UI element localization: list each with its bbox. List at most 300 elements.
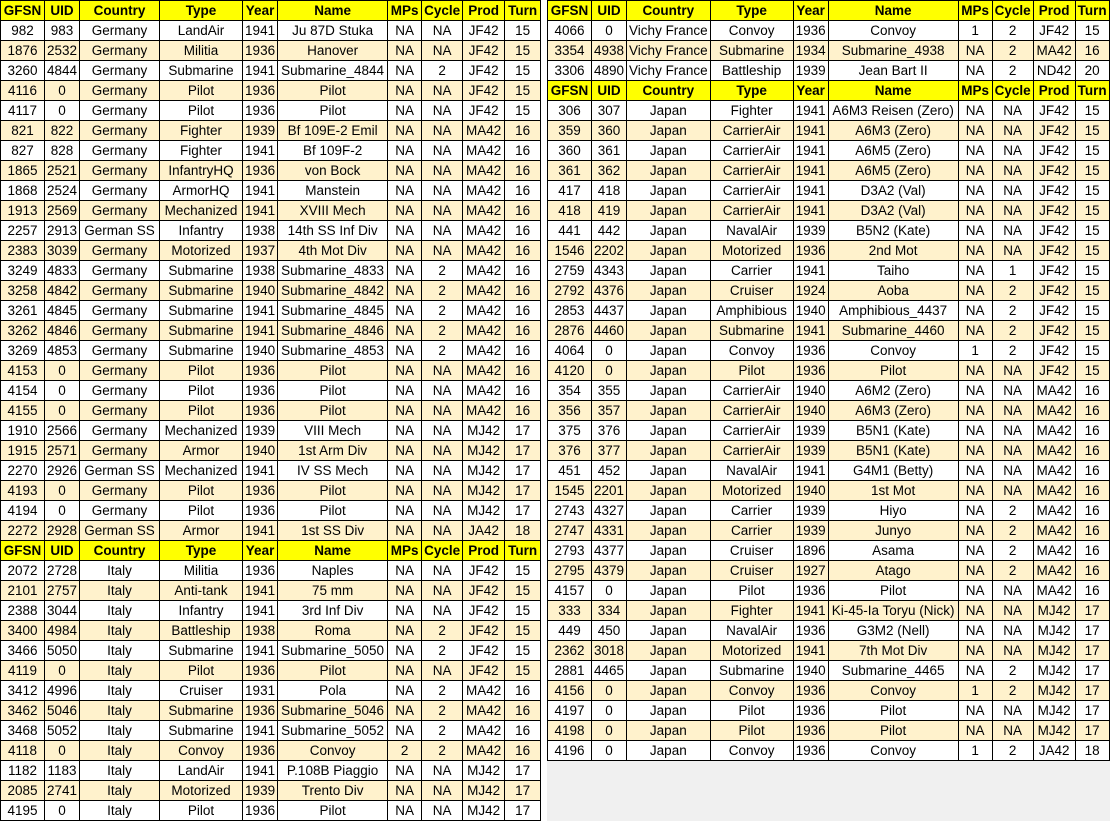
table-cell[interactable]: 17 — [1075, 601, 1109, 621]
table-cell[interactable]: A6M2 (Zero) — [828, 381, 958, 401]
column-header[interactable]: Turn — [505, 1, 541, 21]
table-cell[interactable]: 4844 — [45, 61, 80, 81]
table-cell[interactable]: 1941 — [243, 201, 278, 221]
table-cell[interactable]: NA — [388, 661, 422, 681]
table-cell[interactable]: NA — [422, 401, 463, 421]
table-cell[interactable]: NA — [388, 681, 422, 701]
table-cell[interactable]: 2 — [992, 61, 1033, 81]
table-cell[interactable]: Italy — [80, 761, 160, 781]
table-row[interactable] — [1, 301, 541, 321]
table-cell[interactable]: 17 — [505, 781, 541, 801]
table-cell[interactable]: NA — [388, 321, 422, 341]
table-cell[interactable]: 1936 — [243, 561, 278, 581]
table-cell[interactable]: 4197 — [548, 701, 592, 721]
table-cell[interactable]: MJ42 — [1033, 601, 1075, 621]
table-cell[interactable]: Vichy France — [627, 61, 711, 81]
table-cell[interactable]: NA — [422, 661, 463, 681]
table-cell[interactable]: 1936 — [793, 241, 828, 261]
table-cell[interactable]: Convoy — [710, 741, 793, 761]
table-cell[interactable]: Japan — [627, 701, 711, 721]
table-cell[interactable]: Submarine_5050 — [278, 641, 388, 661]
table-cell[interactable]: 1938 — [243, 621, 278, 641]
table-cell[interactable]: 1941 — [793, 641, 828, 661]
table-cell[interactable]: 4379 — [592, 561, 627, 581]
table-cell[interactable]: 4343 — [592, 261, 627, 281]
table-cell[interactable]: 17 — [505, 501, 541, 521]
table-cell[interactable]: Submarine_4853 — [278, 341, 388, 361]
table-cell[interactable]: MA42 — [463, 261, 505, 281]
column-header[interactable]: Year — [243, 541, 278, 561]
table-cell[interactable]: Pilot — [160, 661, 243, 681]
table-cell[interactable]: 1545 — [548, 481, 592, 501]
table-cell[interactable]: Carrier — [710, 521, 793, 541]
column-header[interactable]: Type — [160, 541, 243, 561]
column-header[interactable]: Prod — [463, 1, 505, 21]
table-row[interactable] — [1, 781, 541, 801]
table-cell[interactable]: 307 — [592, 101, 627, 121]
table-cell[interactable]: 1941 — [793, 141, 828, 161]
table-row[interactable] — [1, 81, 541, 101]
table-cell[interactable]: 2 — [992, 281, 1033, 301]
column-header[interactable]: Name — [828, 1, 958, 21]
table-cell[interactable]: 1940 — [243, 341, 278, 361]
table-cell[interactable]: JF42 — [463, 21, 505, 41]
table-cell[interactable]: Ki-45-Ia Toryu (Nick) — [828, 601, 958, 621]
table-cell[interactable]: NA — [992, 361, 1033, 381]
table-cell[interactable]: 359 — [548, 121, 592, 141]
table-cell[interactable]: 1941 — [243, 641, 278, 661]
table-cell[interactable]: Submarine — [710, 321, 793, 341]
column-header[interactable]: Cycle — [422, 1, 463, 21]
table-cell[interactable]: 822 — [45, 121, 80, 141]
table-row[interactable] — [1, 441, 541, 461]
table-cell[interactable]: NA — [422, 101, 463, 121]
table-cell[interactable]: Convoy — [710, 341, 793, 361]
table-cell[interactable]: 2272 — [1, 521, 45, 541]
table-cell[interactable]: 16 — [505, 321, 541, 341]
table-cell[interactable]: 1936 — [243, 501, 278, 521]
table-cell[interactable]: A6M3 Reisen (Zero) — [828, 101, 958, 121]
table-cell[interactable]: NA — [958, 521, 992, 541]
table-cell[interactable]: Japan — [627, 341, 711, 361]
table-row[interactable] — [548, 161, 1110, 181]
table-cell[interactable]: 2 — [422, 341, 463, 361]
table-cell[interactable]: JF42 — [463, 561, 505, 581]
table-cell[interactable]: 1941 — [243, 21, 278, 41]
table-cell[interactable]: 15 — [1075, 141, 1109, 161]
table-cell[interactable]: Pilot — [278, 381, 388, 401]
table-cell[interactable]: Japan — [627, 241, 711, 261]
table-row[interactable] — [1, 621, 541, 641]
table-cell[interactable]: Jean Bart II — [828, 61, 958, 81]
table-cell[interactable]: MA42 — [463, 381, 505, 401]
table-cell[interactable]: German SS — [80, 461, 160, 481]
table-cell[interactable]: ND42 — [1033, 61, 1075, 81]
table-cell[interactable]: 2532 — [45, 41, 80, 61]
column-header[interactable]: Type — [710, 81, 793, 101]
table-row[interactable] — [548, 61, 1110, 81]
table-cell[interactable]: Japan — [627, 381, 711, 401]
table-cell[interactable]: 2383 — [1, 241, 45, 261]
table-cell[interactable]: NA — [958, 541, 992, 561]
table-cell[interactable]: 16 — [505, 301, 541, 321]
column-header[interactable]: Name — [278, 1, 388, 21]
column-header[interactable]: Turn — [1075, 81, 1109, 101]
table-cell[interactable]: 2 — [388, 741, 422, 761]
table-cell[interactable]: 4117 — [1, 101, 45, 121]
table-cell[interactable]: D3A2 (Val) — [828, 181, 958, 201]
table-row[interactable] — [1, 141, 541, 161]
table-cell[interactable]: MJ42 — [463, 461, 505, 481]
table-cell[interactable]: CarrierAir — [710, 381, 793, 401]
table-row[interactable] — [548, 101, 1110, 121]
table-cell[interactable]: 1941 — [243, 521, 278, 541]
table-cell[interactable]: NA — [388, 201, 422, 221]
table-row[interactable] — [548, 461, 1110, 481]
table-cell[interactable]: 1913 — [1, 201, 45, 221]
table-cell[interactable]: 17 — [1075, 641, 1109, 661]
table-cell[interactable]: JF42 — [463, 581, 505, 601]
table-cell[interactable]: 354 — [548, 381, 592, 401]
table-cell[interactable]: Submarine_5046 — [278, 701, 388, 721]
table-cell[interactable]: NA — [422, 21, 463, 41]
table-cell[interactable]: Italy — [80, 721, 160, 741]
column-header[interactable]: GFSN — [1, 541, 45, 561]
table-cell[interactable]: 2 — [992, 41, 1033, 61]
table-cell[interactable]: 17 — [1075, 661, 1109, 681]
table-cell[interactable]: 2 — [422, 61, 463, 81]
column-header[interactable]: UID — [592, 1, 627, 21]
table-cell[interactable]: Roma — [278, 621, 388, 641]
table-cell[interactable]: 15 — [505, 61, 541, 81]
table-cell[interactable]: Germany — [80, 281, 160, 301]
table-cell[interactable]: 16 — [1075, 381, 1109, 401]
table-cell[interactable]: 17 — [505, 461, 541, 481]
table-cell[interactable]: CarrierAir — [710, 141, 793, 161]
table-cell[interactable]: MJ42 — [463, 441, 505, 461]
table-cell[interactable]: 1936 — [793, 341, 828, 361]
table-cell[interactable]: 1941 — [793, 161, 828, 181]
table-cell[interactable]: 15 — [1075, 221, 1109, 241]
table-cell[interactable]: Submarine_5052 — [278, 721, 388, 741]
table-row[interactable] — [1, 681, 541, 701]
table-cell[interactable]: Japan — [627, 321, 711, 341]
table-cell[interactable]: NA — [388, 221, 422, 241]
table-cell[interactable]: JF42 — [1033, 141, 1075, 161]
table-cell[interactable]: Japan — [627, 621, 711, 641]
table-cell[interactable]: NA — [388, 401, 422, 421]
table-cell[interactable]: MA42 — [1033, 501, 1075, 521]
table-cell[interactable]: NA — [992, 441, 1033, 461]
table-cell[interactable]: 16 — [1075, 581, 1109, 601]
column-header[interactable]: Type — [160, 1, 243, 21]
table-cell[interactable]: Cruiser — [160, 681, 243, 701]
table-cell[interactable]: 5050 — [45, 641, 80, 661]
table-cell[interactable]: Japan — [627, 201, 711, 221]
table-cell[interactable]: NA — [992, 201, 1033, 221]
table-row[interactable] — [548, 321, 1110, 341]
table-cell[interactable]: 452 — [592, 461, 627, 481]
table-cell[interactable]: Japan — [627, 301, 711, 321]
table-cell[interactable]: G4M1 (Betty) — [828, 461, 958, 481]
table-cell[interactable]: 1939 — [793, 61, 828, 81]
column-header[interactable]: GFSN — [1, 1, 45, 21]
table-cell[interactable]: 2 — [992, 741, 1033, 761]
table-cell[interactable]: 1939 — [793, 501, 828, 521]
table-cell[interactable]: Hanover — [278, 41, 388, 61]
table-cell[interactable]: 4120 — [548, 361, 592, 381]
table-cell[interactable]: 1936 — [793, 681, 828, 701]
table-cell[interactable]: Motorized — [710, 241, 793, 261]
table-cell[interactable]: 15 — [1075, 241, 1109, 261]
table-cell[interactable]: 0 — [45, 741, 80, 761]
table-cell[interactable]: 1546 — [548, 241, 592, 261]
table-row[interactable] — [1, 181, 541, 201]
table-cell[interactable]: NA — [958, 581, 992, 601]
table-cell[interactable]: Motorized — [160, 241, 243, 261]
table-cell[interactable]: 1936 — [243, 401, 278, 421]
table-row[interactable] — [548, 561, 1110, 581]
table-cell[interactable]: Japan — [627, 741, 711, 761]
table-cell[interactable]: 3354 — [548, 41, 592, 61]
table-cell[interactable]: Germany — [80, 161, 160, 181]
column-header[interactable]: UID — [592, 81, 627, 101]
table-cell[interactable]: MA42 — [1033, 41, 1075, 61]
table-cell[interactable]: NA — [388, 581, 422, 601]
table-cell[interactable]: NA — [388, 801, 422, 821]
table-cell[interactable]: NA — [992, 641, 1033, 661]
table-cell[interactable]: 17 — [1075, 621, 1109, 641]
table-cell[interactable]: NA — [958, 501, 992, 521]
table-cell[interactable]: MJ42 — [463, 501, 505, 521]
table-cell[interactable]: MA42 — [1033, 401, 1075, 421]
table-row[interactable] — [548, 421, 1110, 441]
table-cell[interactable]: Amphibious — [710, 301, 793, 321]
table-cell[interactable]: Pilot — [160, 401, 243, 421]
table-cell[interactable]: Germany — [80, 301, 160, 321]
table-cell[interactable]: NA — [422, 561, 463, 581]
table-cell[interactable]: NA — [422, 581, 463, 601]
table-cell[interactable]: NA — [992, 101, 1033, 121]
table-cell[interactable]: NA — [388, 561, 422, 581]
table-cell[interactable]: 5052 — [45, 721, 80, 741]
table-cell[interactable]: NA — [388, 241, 422, 261]
table-cell[interactable]: Japan — [627, 721, 711, 741]
table-cell[interactable]: 3262 — [1, 321, 45, 341]
table-cell[interactable]: 1941 — [243, 321, 278, 341]
table-cell[interactable]: 418 — [592, 181, 627, 201]
table-cell[interactable]: Pilot — [278, 101, 388, 121]
table-row[interactable] — [548, 201, 1110, 221]
table-cell[interactable]: Japan — [627, 661, 711, 681]
table-cell[interactable]: 3462 — [1, 701, 45, 721]
table-cell[interactable]: 3466 — [1, 641, 45, 661]
table-cell[interactable]: Motorized — [710, 481, 793, 501]
table-cell[interactable]: 0 — [45, 101, 80, 121]
table-cell[interactable]: 1931 — [243, 681, 278, 701]
table-cell[interactable]: 2571 — [45, 441, 80, 461]
table-cell[interactable]: 1910 — [1, 421, 45, 441]
table-row[interactable] — [1, 221, 541, 241]
table-cell[interactable]: Convoy — [710, 681, 793, 701]
table-row[interactable] — [1, 641, 541, 661]
table-cell[interactable]: CarrierAir — [710, 121, 793, 141]
table-cell[interactable]: 4437 — [592, 301, 627, 321]
column-header[interactable]: Prod — [1033, 1, 1075, 21]
table-row[interactable] — [1, 581, 541, 601]
table-cell[interactable]: NA — [958, 381, 992, 401]
column-header[interactable]: Year — [793, 81, 828, 101]
table-cell[interactable]: MJ42 — [1033, 641, 1075, 661]
table-cell[interactable]: 16 — [1075, 541, 1109, 561]
table-cell[interactable]: 15 — [505, 601, 541, 621]
column-header[interactable]: Cycle — [422, 541, 463, 561]
table-cell[interactable]: 357 — [592, 401, 627, 421]
table-cell[interactable]: NA — [388, 481, 422, 501]
table-row[interactable] — [1, 661, 541, 681]
table-cell[interactable]: 2569 — [45, 201, 80, 221]
table-cell[interactable]: 2566 — [45, 421, 80, 441]
table-cell[interactable]: 0 — [45, 501, 80, 521]
table-cell[interactable]: Amphibious_4437 — [828, 301, 958, 321]
table-cell[interactable]: NA — [958, 261, 992, 281]
table-cell[interactable]: ArmorHQ — [160, 181, 243, 201]
table-cell[interactable]: NA — [388, 421, 422, 441]
table-cell[interactable]: NA — [388, 181, 422, 201]
table-cell[interactable]: 1939 — [243, 781, 278, 801]
table-cell[interactable]: 2 — [992, 521, 1033, 541]
table-cell[interactable]: 419 — [592, 201, 627, 221]
table-row[interactable] — [548, 621, 1110, 641]
table-cell[interactable]: JF42 — [1033, 101, 1075, 121]
table-cell[interactable]: Germany — [80, 501, 160, 521]
table-cell[interactable]: MA42 — [1033, 441, 1075, 461]
table-cell[interactable]: Japan — [627, 641, 711, 661]
table-cell[interactable]: 982 — [1, 21, 45, 41]
table-cell[interactable]: Japan — [627, 141, 711, 161]
table-cell[interactable]: NA — [422, 801, 463, 821]
column-header[interactable]: Year — [793, 1, 828, 21]
table-cell[interactable]: 3258 — [1, 281, 45, 301]
column-header[interactable]: GFSN — [548, 1, 592, 21]
table-cell[interactable]: XVIII Mech — [278, 201, 388, 221]
table-cell[interactable]: 2 — [992, 341, 1033, 361]
table-cell[interactable]: Pilot — [278, 661, 388, 681]
column-header[interactable]: MPs — [958, 81, 992, 101]
table-cell[interactable]: 1st SS Div — [278, 521, 388, 541]
table-cell[interactable]: 4154 — [1, 381, 45, 401]
table-cell[interactable]: Japan — [627, 681, 711, 701]
table-cell[interactable]: 16 — [505, 741, 541, 761]
table-row[interactable] — [1, 361, 541, 381]
table-cell[interactable]: JF42 — [1033, 121, 1075, 141]
table-cell[interactable]: Pilot — [278, 801, 388, 821]
table-cell[interactable]: A6M3 (Zero) — [828, 401, 958, 421]
table-cell[interactable]: 0 — [45, 661, 80, 681]
table-cell[interactable]: 2521 — [45, 161, 80, 181]
column-header[interactable]: Name — [278, 541, 388, 561]
table-cell[interactable]: NA — [992, 181, 1033, 201]
table-cell[interactable]: NA — [992, 141, 1033, 161]
table-cell[interactable]: 1 — [958, 21, 992, 41]
table-cell[interactable]: 360 — [548, 141, 592, 161]
table-cell[interactable]: CarrierAir — [710, 421, 793, 441]
table-cell[interactable]: NA — [422, 481, 463, 501]
table-cell[interactable]: B5N1 (Kate) — [828, 421, 958, 441]
table-row[interactable] — [1, 481, 541, 501]
table-cell[interactable]: Vichy France — [627, 21, 711, 41]
table-cell[interactable]: A6M5 (Zero) — [828, 141, 958, 161]
table-cell[interactable]: Convoy — [828, 21, 958, 41]
table-cell[interactable]: MJ42 — [1033, 681, 1075, 701]
table-cell[interactable]: 361 — [592, 141, 627, 161]
table-cell[interactable]: Asama — [828, 541, 958, 561]
table-cell[interactable]: MJ42 — [463, 781, 505, 801]
table-cell[interactable]: NA — [388, 461, 422, 481]
table-cell[interactable]: 2728 — [45, 561, 80, 581]
table-cell[interactable]: 1936 — [793, 361, 828, 381]
table-row[interactable] — [548, 401, 1110, 421]
table-cell[interactable]: Germany — [80, 121, 160, 141]
table-cell[interactable]: JF42 — [463, 81, 505, 101]
table-cell[interactable]: Pola — [278, 681, 388, 701]
table-cell[interactable]: 4064 — [548, 341, 592, 361]
table-cell[interactable]: MA42 — [463, 681, 505, 701]
table-cell[interactable]: NA — [388, 161, 422, 181]
table-cell[interactable]: 1938 — [243, 221, 278, 241]
table-cell[interactable]: 16 — [505, 361, 541, 381]
table-cell[interactable]: 376 — [548, 441, 592, 461]
table-cell[interactable]: Japan — [627, 181, 711, 201]
table-cell[interactable]: 4984 — [45, 621, 80, 641]
table-cell[interactable]: Battleship — [710, 61, 793, 81]
table-cell[interactable]: 4194 — [1, 501, 45, 521]
table-cell[interactable]: 1 — [992, 261, 1033, 281]
table-cell[interactable]: NA — [388, 81, 422, 101]
table-cell[interactable]: Pilot — [710, 701, 793, 721]
table-cell[interactable]: 1941 — [243, 61, 278, 81]
table-cell[interactable]: 3039 — [45, 241, 80, 261]
table-cell[interactable]: Japan — [627, 361, 711, 381]
table-cell[interactable]: 2257 — [1, 221, 45, 241]
table-row[interactable] — [548, 721, 1110, 741]
table-row[interactable] — [548, 41, 1110, 61]
table-cell[interactable]: Bf 109E-2 Emil — [278, 121, 388, 141]
table-cell[interactable]: 1936 — [243, 81, 278, 101]
table-cell[interactable]: 1941 — [243, 181, 278, 201]
column-header[interactable]: Cycle — [992, 81, 1033, 101]
table-cell[interactable]: 0 — [592, 741, 627, 761]
table-cell[interactable]: MA42 — [463, 321, 505, 341]
table-cell[interactable]: JF42 — [1033, 221, 1075, 241]
table-row[interactable] — [548, 381, 1110, 401]
table-cell[interactable]: 1941 — [793, 201, 828, 221]
column-header[interactable]: Prod — [1033, 81, 1075, 101]
table-cell[interactable]: 18 — [505, 521, 541, 541]
column-header[interactable]: Name — [828, 81, 958, 101]
table-cell[interactable]: 983 — [45, 21, 80, 41]
table-cell[interactable]: 1936 — [243, 41, 278, 61]
table-row[interactable] — [548, 581, 1110, 601]
table-cell[interactable]: 1936 — [793, 21, 828, 41]
table-cell[interactable]: Japan — [627, 501, 711, 521]
table-cell[interactable]: 376 — [592, 421, 627, 441]
table-cell[interactable]: Hiyo — [828, 501, 958, 521]
table-cell[interactable]: NA — [992, 241, 1033, 261]
table-cell[interactable]: NA — [958, 41, 992, 61]
table-cell[interactable]: 7th Mot Div — [828, 641, 958, 661]
table-cell[interactable]: A6M3 (Zero) — [828, 121, 958, 141]
